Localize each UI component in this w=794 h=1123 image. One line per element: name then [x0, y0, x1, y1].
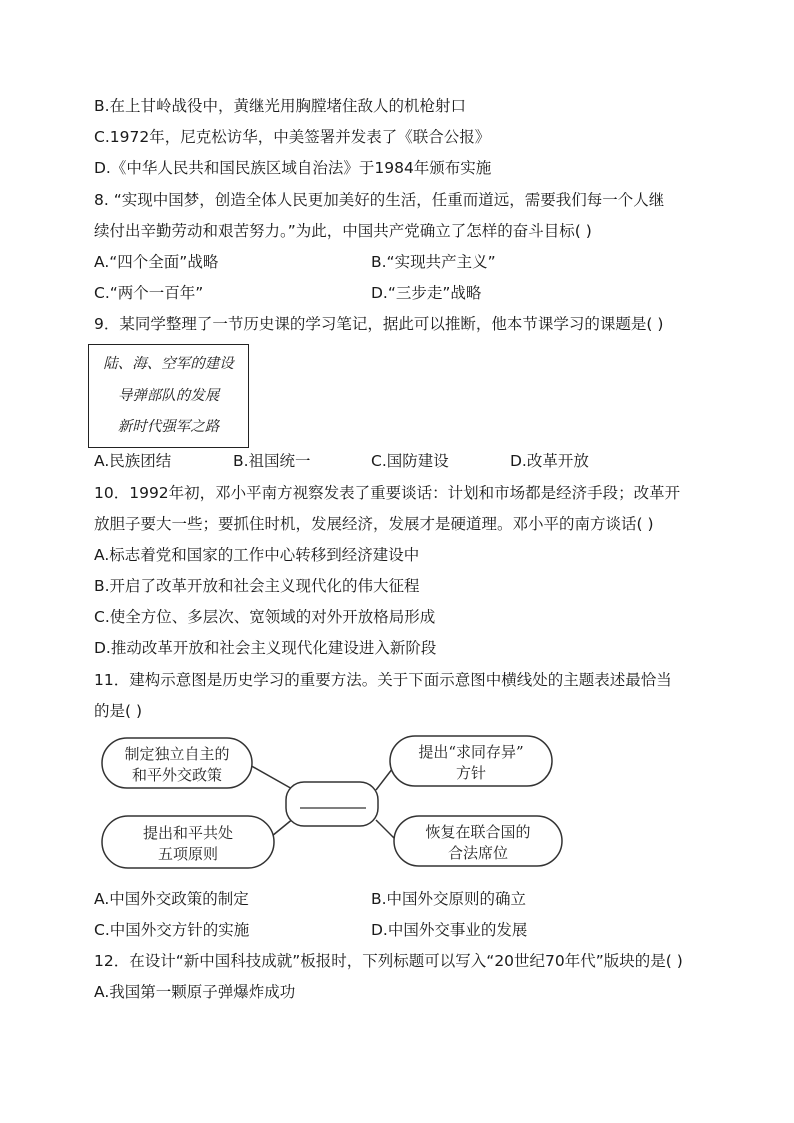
q10-option-d: D.推动改革开放和社会主义现代化建设进入新阶段 [94, 639, 437, 657]
note-line-3: 新时代强军之路 [117, 419, 220, 435]
q10-option-b: B.开启了改革开放和社会主义现代化的伟大征程 [94, 577, 420, 595]
concept-diagram [96, 732, 568, 874]
node-top-left-line1: 制定独立自主的 [124, 745, 230, 763]
q9-option-a: A.民族团结 [94, 452, 172, 470]
q11-option-c: C.中国外交方针的实施 [94, 921, 250, 939]
q10-stem-line1: 10．1992年初，邓小平南方视察发表了重要谈话：计划和市场都是经济手段；改革开 [94, 484, 681, 502]
node-bottom-left-line2: 五项原则 [157, 845, 219, 863]
q11-option-b: B.中国外交原则的确立 [371, 890, 527, 908]
q9-option-d: D.改革开放 [510, 452, 589, 470]
node-bottom-right-line2: 合法席位 [447, 844, 509, 862]
node-bottom-left-line1: 提出和平共处 [142, 824, 234, 842]
q9-stem: 9．某同学整理了一节历史课的学习笔记，据此可以推断，他本节课学习的课题是( ) [94, 315, 664, 333]
q11-option-d: D.中国外交事业的发展 [371, 921, 528, 939]
node-top-right-line2: 方针 [455, 764, 487, 782]
q10-option-c: C.使全方位、多层次、宽领域的对外开放格局形成 [94, 608, 436, 626]
node-center [286, 782, 378, 826]
q12-option-a: A.我国第一颗原子弹爆炸成功 [94, 983, 296, 1001]
q7-option-d: D.《中华人民共和国民族区域自治法》于1984年颁布实施 [94, 159, 492, 177]
q10-option-a: A.标志着党和国家的工作中心转移到经济建设中 [94, 546, 420, 564]
q8-option-a: A.“四个全面”战略 [94, 253, 219, 271]
connector-top-left [248, 764, 294, 790]
q8-stem-line1: 8. “实现中国梦，创造全体人民更加美好的生活，任重而道远，需要我们每一个人继 [94, 191, 665, 209]
q8-option-d: D.“三步走”战略 [371, 284, 482, 302]
note-line-2: 导弹部队的发展 [117, 388, 220, 404]
node-top-left-line2: 和平外交政策 [131, 766, 223, 784]
note-line-1: 陆、海、空军的建设 [103, 356, 234, 372]
q12-stem: 12．在设计“新中国科技成就”板报时，下列标题可以写入“20世纪70年代”版块的是( ) [94, 952, 683, 970]
q11-stem-line2: 的是( ) [94, 702, 143, 720]
node-top-right-line1: 提出“求同存异” [418, 743, 524, 761]
q11-option-a: A.中国外交政策的制定 [94, 890, 249, 908]
q7-option-b: B.在上甘岭战役中，黄继光用胸膛堵住敌人的机枪射口 [94, 97, 467, 115]
q7-option-c: C.1972年，尼克松访华，中美签署并发表了《联合公报》 [94, 128, 491, 146]
q9-option-c: C.国防建设 [371, 452, 449, 470]
q8-option-b: B.“实现共产主义” [371, 253, 496, 271]
node-bottom-right-line1: 恢复在联合国的 [425, 823, 531, 841]
q8-stem-line2: 续付出辛勤劳动和艰苦努力。”为此，中国共产党确立了怎样的奋斗目标( ) [94, 222, 592, 240]
study-notes-box [88, 344, 249, 448]
q11-stem-line1: 11．建构示意图是历史学习的重要方法。关于下面示意图中横线处的主题表述最恰当 [94, 671, 672, 689]
q10-stem-line2: 放胆子要大一些；要抓住时机，发展经济，发展才是硬道理。邓小平的南方谈话( ) [94, 515, 654, 533]
q8-option-c: C.“两个一百年” [94, 284, 204, 302]
q9-option-b: B.祖国统一 [233, 452, 311, 470]
